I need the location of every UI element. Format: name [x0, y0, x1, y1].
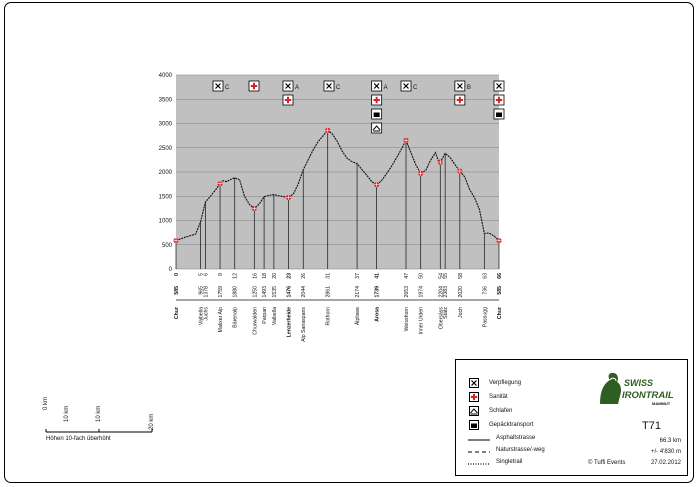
cutlery-icon: [324, 81, 334, 91]
stop-name-label: Malixer Alp: [218, 307, 225, 333]
stop-km-label: 41: [374, 273, 381, 279]
stop-marker: [418, 171, 423, 176]
stop-altitude-label: 2383: [443, 286, 450, 298]
scale-label-10km-a: 10 km: [96, 405, 102, 422]
stop-name-label: Passugg: [482, 307, 489, 328]
stop-altitude-label: 1880: [232, 286, 239, 298]
stop-name-label: Juchs: [203, 307, 210, 321]
cross-icon: [249, 81, 259, 91]
scale-label-20km: 20 km: [149, 413, 155, 430]
stop-name-label: Valbella: [198, 307, 205, 326]
legend-asphalt: Asphaltstrasse: [496, 435, 536, 441]
route-elevation: +/- 4'830 m: [651, 449, 681, 455]
y-tick-label: 500: [161, 242, 172, 249]
stop-name-label: Stätz: [443, 307, 450, 319]
bed-icon: [469, 406, 479, 416]
stop-name-label: Alp Sanaspans: [301, 307, 308, 342]
single-line-sample: [468, 462, 490, 466]
y-tick-label: 1000: [158, 218, 172, 225]
y-tick-label: 0: [168, 267, 172, 273]
stop-km-label: 0: [174, 273, 180, 276]
cutlery-icon: [401, 81, 411, 91]
cross-icon: [372, 95, 382, 105]
stop-altitude-label: 2044: [301, 286, 308, 298]
logo-swiss-text: SWISS: [624, 378, 654, 388]
stop-km-label: 31: [325, 273, 332, 279]
stop-km-label: 20: [271, 273, 278, 279]
stop-altitude-label: 736: [482, 286, 489, 295]
bed-icon: [372, 123, 382, 133]
stop-altitude-label: 585: [174, 286, 180, 295]
stop-altitude-label: 1739: [374, 286, 381, 298]
stop-marker: [403, 138, 408, 143]
stop-km-label: 5: [198, 273, 205, 276]
stop-name-label: Valbella: [271, 307, 278, 326]
cross-horizontal: [496, 99, 502, 101]
stop-altitude-label: 2174: [355, 286, 362, 298]
stop-marker: [217, 181, 222, 186]
stop-marker: [286, 195, 291, 200]
luggage-icon: [494, 109, 504, 119]
y-tick-label: 1500: [158, 194, 172, 201]
stop-name-label: Obersäss: [438, 307, 445, 330]
y-tick-labels: [159, 73, 173, 273]
stop-labels: [174, 273, 503, 342]
service-group-letter: C: [225, 85, 230, 91]
stop-km-label: 63: [482, 273, 489, 279]
stop-altitude-label: 1250: [252, 286, 259, 298]
stop-km-label: 66: [497, 273, 503, 279]
stop-km-label: 23: [286, 273, 293, 279]
service-group-letter: C: [336, 85, 341, 91]
stop-altitude-label: 1493: [262, 286, 269, 298]
stop-altitude-label: 1759: [218, 286, 225, 298]
service-group-letter: A: [383, 85, 388, 91]
swiss-irontrail-logo: [594, 370, 684, 408]
stop-marker: [325, 128, 330, 133]
stop-name-label: Chur: [497, 307, 503, 320]
y-tick-label: 3500: [158, 97, 172, 104]
y-tick-label: 2500: [158, 145, 172, 152]
stop-km-label: 12: [232, 273, 239, 279]
service-group-letter: A: [295, 85, 300, 91]
cross-horizontal: [251, 85, 257, 87]
stop-name-label: Bärenalp: [232, 307, 239, 328]
stop-altitude-label: 965: [198, 286, 205, 295]
stop-name-label: Weisshorn: [404, 307, 411, 332]
luggage-body: [496, 113, 502, 118]
stop-km-label: 9: [218, 273, 225, 276]
cutlery-icon: [469, 378, 479, 388]
legend-single: Singletrail: [496, 459, 523, 465]
stop-name-label: Arosa: [374, 307, 381, 322]
logo-sponsor-text: MAMMUT: [652, 401, 671, 406]
cross-icon: [494, 95, 504, 105]
cutlery-icon: [283, 81, 293, 91]
scale-caption: Höhen 10-fach überhöht: [46, 436, 111, 442]
stop-marker: [173, 238, 178, 243]
service-group-letter: C: [413, 85, 418, 91]
y-tick-label: 3000: [158, 121, 172, 128]
stop-altitude-label: 2204: [438, 286, 445, 298]
stop-marker: [252, 206, 257, 211]
stop-name-label: Parpan: [262, 307, 269, 324]
cutlery-icon: [455, 81, 465, 91]
stop-altitude-label: 1974: [418, 286, 425, 298]
stop-km-label: 50: [418, 273, 425, 279]
natur-line-sample: [468, 450, 490, 454]
stop-km-label: 55: [443, 273, 450, 279]
stop-name-label: Churwalden: [252, 307, 259, 335]
stop-name-label: Rothorn: [325, 307, 332, 326]
legend-gepack: Gepäcktransport: [489, 422, 534, 428]
service-group-letter: B: [466, 85, 471, 91]
legend-natur: Naturstrasse/-weg: [496, 447, 545, 453]
route-code: T71: [642, 420, 661, 432]
stop-km-label: 26: [301, 273, 308, 279]
stop-name-label: Inner Urden: [418, 307, 425, 335]
stop-altitude-label: 2653: [404, 286, 411, 298]
stop-marker: [438, 160, 443, 165]
stop-marker: [496, 238, 501, 243]
stop-km-label: 37: [355, 273, 362, 279]
cutlery-icon: [213, 81, 223, 91]
stop-marker: [374, 182, 379, 187]
stop-marker: [457, 168, 462, 173]
cross-horizontal: [285, 99, 291, 101]
stop-km-label: 54: [438, 273, 445, 279]
stop-km-label: 47: [404, 273, 411, 279]
stop-altitude-label: 585: [497, 286, 503, 295]
cross-horizontal: [457, 99, 463, 101]
stop-km-label: 6: [203, 273, 210, 276]
stop-name-label: Joch: [457, 307, 464, 318]
stop-altitude-label: 1535: [271, 286, 278, 298]
legend-schlafen: Schlafen: [489, 408, 513, 414]
legend-sanitat: Sanität: [489, 394, 508, 400]
stop-altitude-label: 1476: [286, 286, 293, 298]
luggage-icon: [372, 109, 382, 119]
stop-name-label: Lenzerheide: [286, 307, 293, 338]
stop-altitude-label: 1378: [203, 286, 210, 298]
cross-icon: [455, 95, 465, 105]
stop-km-label: 16: [252, 273, 259, 279]
scale-label-0km: 0 km: [43, 396, 49, 410]
y-tick-label: 4000: [158, 73, 172, 79]
scale-label-10km-b: 10 km: [64, 405, 70, 422]
stop-altitude-label: 2861: [325, 286, 332, 298]
legend-verpflegung: Verpflegung: [489, 380, 522, 386]
copyright: © Tuffi Events: [588, 460, 626, 466]
medical-cross-icon: [469, 392, 479, 402]
stop-name-label: Älplisee: [355, 307, 362, 326]
cutlery-icon: [372, 81, 382, 91]
stop-km-label: 58: [457, 273, 464, 279]
y-tick-label: 2000: [158, 170, 172, 176]
cross-horizontal: [373, 99, 379, 101]
cutlery-icon: [494, 81, 504, 91]
stop-altitude-label: 2020: [457, 286, 464, 298]
stop-km-label: 18: [262, 273, 269, 279]
stop-name-label: Chur: [174, 307, 180, 320]
luggage-body: [374, 113, 380, 118]
route-distance: 66.3 km: [659, 438, 681, 444]
logo-irontrail-text: IRONTRAIL: [622, 390, 674, 401]
asphalt-line-sample: [468, 438, 490, 442]
cross-icon: [283, 95, 293, 105]
luggage-icon: [469, 420, 479, 430]
route-date: 27.02.2012: [650, 460, 681, 466]
legend-panel: [455, 359, 688, 476]
